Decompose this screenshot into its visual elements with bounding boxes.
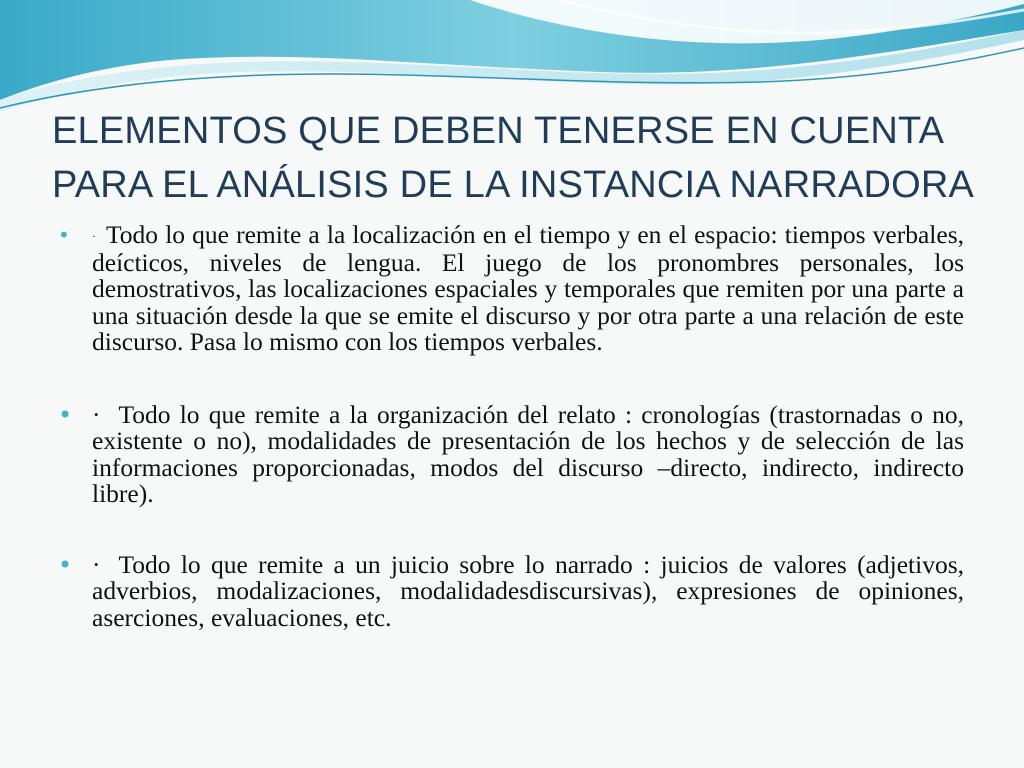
slide-title-line-2: PARA EL ANÁLISIS DE LA INSTANCIA NARRADORA — [52, 164, 975, 206]
bullet-text-body: Todo lo que remite a la localización en el tiempo y en el espacio: tiempos verbales, deícticos, niveles de lengua. El juego de los pronombres personales, los demostrativos, las localizaciones espaciales y temporales que remiten por una parte a una situación desde la que se emite el discurso y por otra parte a una relación de este discurso. Pasa lo mismo con los tiempos verbales. — [92, 220, 964, 356]
middle-dot-mark: · — [92, 399, 101, 429]
bullet-item-localizacion — [58, 222, 964, 356]
bullet-list — [58, 222, 964, 631]
middle-dot-mark: · — [92, 549, 101, 579]
bullet-item-organizacion — [58, 399, 964, 508]
bullet-item-juicio — [58, 549, 964, 632]
bullet-text-body: Todo lo que remite a un juicio sobre lo narrado : juicios de valores (adjetivos, adverbios, modalizaciones, modalidadesdiscursivas), expresiones de opiniones, aserciones, evaluaciones, etc. — [92, 549, 964, 632]
bullet-text-body: Todo lo que remite a la organización del relato : cronologías (trastornadas o no, existente o no), modalidades de presentación de los hechos y de selección de las informaciones proporcionadas, modos del discurso –directo, indirecto, indirecto libre). — [92, 399, 964, 508]
bullet-text — [92, 222, 964, 356]
bullet-dot-icon: • — [58, 223, 70, 247]
bullet-dot-icon: • — [58, 550, 73, 579]
bullet-dot-icon: • — [58, 400, 73, 429]
slide-title-line-1: ELEMENTOS QUE DEBEN TENERSE EN CUENTA — [52, 110, 945, 152]
slide-title — [52, 104, 992, 212]
middle-dot-mark: · — [92, 229, 96, 243]
bullet-text — [92, 399, 964, 508]
header-wave-decoration — [0, 0, 1024, 120]
bullet-text — [92, 549, 964, 632]
